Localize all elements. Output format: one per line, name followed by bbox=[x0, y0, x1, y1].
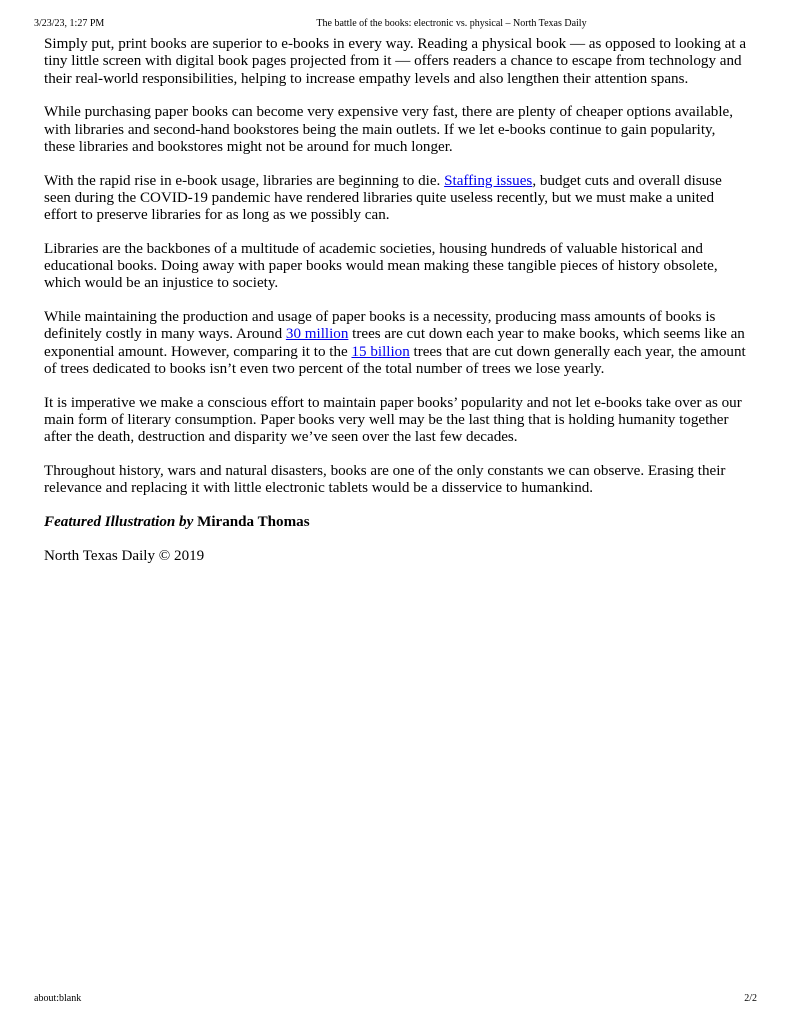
print-page-title: The battle of the books: electronic vs. physical – North Texas Daily bbox=[316, 18, 587, 29]
print-page-number: 2/2 bbox=[744, 993, 757, 1004]
copyright-notice: North Texas Daily © 2019 bbox=[44, 547, 205, 564]
paragraph-5 bbox=[44, 309, 750, 378]
article-body bbox=[44, 36, 750, 581]
paragraph-5-text-a: While maintaining the production and usage of paper books is a necessity, producing mass amounts of books is definitely costly in many ways. Around bbox=[44, 309, 716, 343]
print-url: about:blank bbox=[34, 993, 82, 1004]
fifteen-billion-link[interactable]: 15 billion bbox=[351, 343, 410, 360]
paragraph-3 bbox=[44, 173, 750, 225]
paragraph-4: Libraries are the backbones of a multitude of academic societies, housing hundreds of valuable historical and educational books. Doing away with paper books would mean making these tangible pieces of history obsolete, which would be an injustice to society. bbox=[44, 240, 718, 292]
credit-artist: Miranda Thomas bbox=[197, 513, 310, 530]
paragraph-5-text-b: trees are cut down each year to make books, which seems like an exponential amount. However, comparing it to the bbox=[44, 326, 745, 360]
print-header bbox=[0, 18, 791, 32]
paragraph-1: Simply put, print books are superior to e-books in every way. Reading a physical book — as opposed to looking at a tiny little screen with digital book pages projected from it — offers readers a chance to escape from technology and their real-world responsibilities, helping to increase empathy levels and also lengthen their attention spans. bbox=[44, 36, 747, 87]
paragraph-6: It is imperative we make a conscious effort to maintain paper books’ popularity and not let e-books take over as our main form of literary consumption. Paper books very well may be the last thing that is holding humanity together after the death, destruction and disparity we’ve seen over the last few decades. bbox=[44, 394, 742, 446]
credit-label: Featured Illustration by bbox=[44, 513, 194, 530]
paragraph-5-text-c: trees that are cut down generally each year, the amount of trees dedicated to books isn’t even two percent of the total number of trees we lose yearly. bbox=[44, 343, 746, 378]
paragraph-2: While purchasing paper books can become very expensive very fast, there are plenty of cheaper options available, with libraries and second-hand bookstores being the main outlets. If we let e-books continue to gain popularity, these libraries and bookstores might not be around for much longer. bbox=[44, 104, 733, 155]
paragraph-3-text-b: , budget cuts and overall disuse seen during the COVID-19 pandemic have rendered libraries quite useless recently, but we must make a united effort to preserve libraries for as long as we possibly can. bbox=[44, 172, 722, 224]
staffing-issues-link[interactable]: Staffing issues bbox=[444, 172, 533, 189]
print-footer bbox=[0, 993, 791, 1007]
illustration-credit bbox=[44, 514, 750, 531]
print-datetime: 3/23/23, 1:27 PM bbox=[34, 18, 105, 29]
paragraph-3-text-a: With the rapid rise in e-book usage, libraries are beginning to die. bbox=[44, 172, 445, 189]
thirty-million-link[interactable]: 30 million bbox=[285, 326, 349, 343]
paragraph-7: Throughout history, wars and natural disasters, books are one of the only constants we can observe. Erasing their relevance and replacing it with little electronic tablets would be a disservice to humankind. bbox=[44, 462, 726, 497]
